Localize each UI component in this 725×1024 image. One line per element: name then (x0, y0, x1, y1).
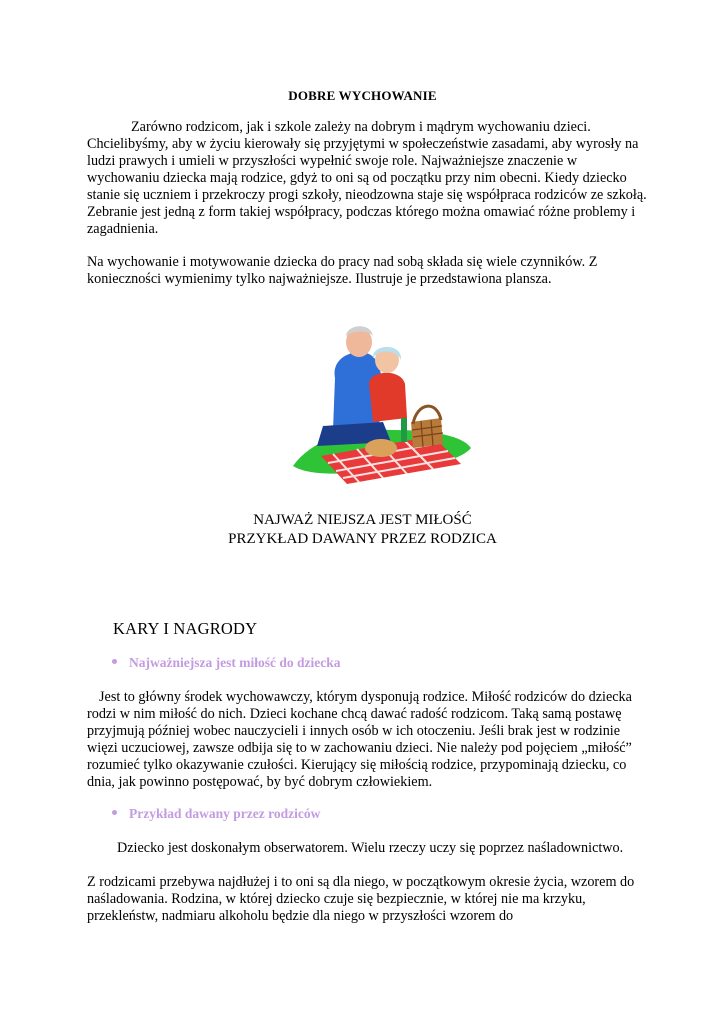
example-paragraph-1-text: Dziecko jest doskonałym obserwatorem. Wielu rzeczy uczy się poprzez naśladownictwo. (117, 840, 624, 856)
bullet-dot-icon (112, 810, 117, 815)
document-title: DOBRE WYCHOWANIE (288, 88, 437, 103)
love-paragraph (87, 689, 647, 791)
center-heading-line2: PRZYKŁAD DAWANY PRZEZ RODZICA (228, 531, 497, 547)
love-paragraph-text: Jest to główny środek wychowawczy, którym dysponują rodzice. Miłość rodziców do dziecka rodzi w nim miłość do nich. Dzieci kochane chcą dawać radość rodzicom. Taką samą postawę przyjmują później wobec nauczycieli i innych osób w ich otoczeniu. Jeśli brak jest w rodzinie więzi uczuciowej, zawsze odbija się to w zachowaniu dzieci. Nie należy pod pojęciem „miłość” rozumieć tylko okazywanie czułości. Kierujący się miłością rodzice, przypominają dziecku, co dnia, jak powinno postępować, by być dobrym człowiekiem. (87, 689, 632, 790)
bullet-example-text: Przykład dawany przez rodziców (129, 806, 321, 821)
bullet-love-text: Najważniejsza jest miłość do dziecka (129, 655, 341, 670)
bullet-example (112, 806, 320, 822)
picnic-couple-icon (283, 318, 473, 486)
bullet-dot-icon (112, 659, 117, 664)
example-paragraph-1 (87, 840, 647, 857)
bullet-love (112, 655, 340, 671)
section-heading: KARY I NAGRODY (113, 619, 258, 638)
intro-paragraph (87, 119, 647, 238)
factors-paragraph: Na wychowanie i motywowanie dziecka do pracy nad sobą składa się wiele czynników. Z konieczności wymienimy tylko najważniejsze. Ilustruje je przedstawiona plansza. (87, 254, 598, 287)
example-paragraph-2: Z rodzicami przebywa najdłużej i to oni są dla niego, w początkowym okresie życia, wzorem do naśladowania. Rodzina, w której dziecko czuje się bezpiecznie, w której nie ma krzyku, przekleństw, nadmiaru alkoholu będzie dla niego w przyszłości wzorem do (87, 874, 635, 924)
center-heading-line1: NAJWAŻ NIEJSZA JEST MIŁOŚĆ (253, 512, 472, 528)
intro-paragraph-text: Zarówno rodzicom, jak i szkole zależy na dobrym i mądrym wychowaniu dzieci. Chcielibyśmy, aby w życiu kierowały się przyjętymi w społeczeństwie zasadami, aby wyrosły na ludzi prawych i umieli w przyszłości wypełnić swoje role. Najważniejsze znaczenie w wychowaniu dziecka mają rodzice, gdyż to oni są od początku przy nim obecni. Kiedy dziecko stanie się uczniem i przekroczy progi szkoły, nieodzowna staje się współpraca rodziców ze szkołą. Zebranie jest jedną z form takiej współpracy, podczas którego można omawiać różne problemy i zagadnienia. (87, 119, 647, 237)
